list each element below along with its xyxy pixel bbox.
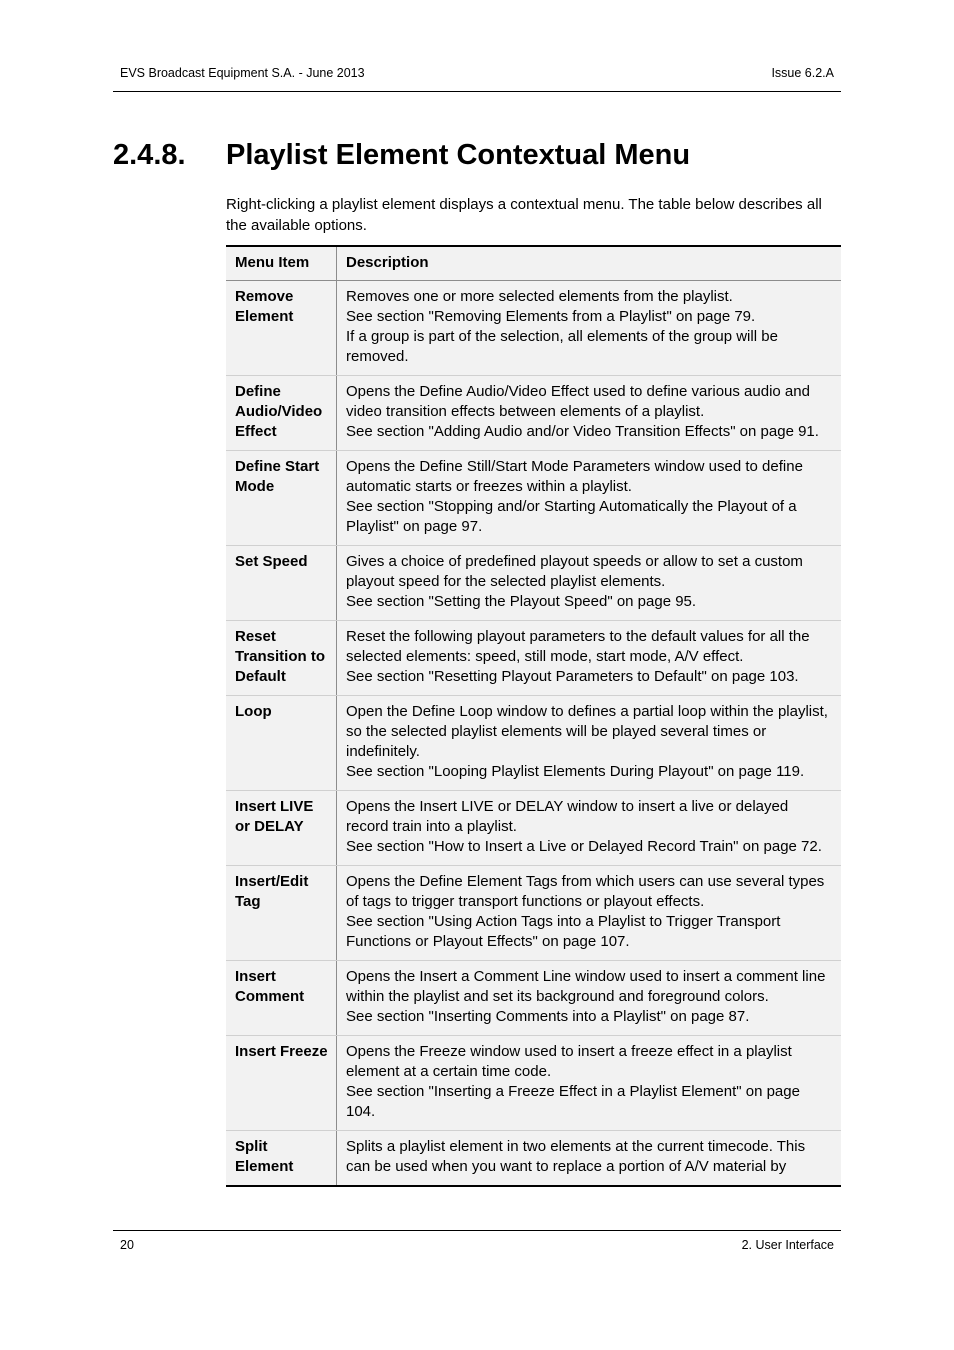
menu-item-description <box>337 1131 842 1187</box>
description-line: See section "Adding Audio and/or Video Transition Effects" on page 91. <box>346 423 819 440</box>
description-line: See section "Inserting Comments into a Playlist" on page 87. <box>346 1008 750 1025</box>
table-row <box>226 866 841 961</box>
menu-item-name: Insert Freeze <box>226 1036 337 1131</box>
menu-item-name: Insert/Edit Tag <box>226 866 337 961</box>
intro-paragraph: Right-clicking a playlist element displays a contextual menu. The table below describes all the available options. <box>226 196 822 234</box>
table-row <box>226 791 841 866</box>
footer-chapter: 2. User Interface <box>741 1238 834 1252</box>
page-header <box>113 63 841 92</box>
description-line: Removes one or more selected elements from the playlist. <box>346 288 733 305</box>
description-line: Splits a playlist element in two elements at the current timecode. This can be used when you want to replace a portion of A/V material by <box>346 1138 806 1175</box>
description-line: See section "Removing Elements from a Playlist" on page 79. <box>346 308 756 325</box>
menu-item-description <box>337 621 842 696</box>
menu-item-name: Set Speed <box>226 546 337 621</box>
menu-item-description <box>337 546 842 621</box>
description-line: Opens the Insert LIVE or DELAY window to insert a live or delayed record train into a playlist. <box>346 798 789 835</box>
description-line: Open the Define Loop window to defines a partial loop within the playlist, so the selected playlist elements will be played several times or indefinitely. <box>346 703 828 760</box>
table-row <box>226 546 841 621</box>
menu-item-description <box>337 696 842 791</box>
description-line: Opens the Freeze window used to insert a freeze effect in a playlist element at a certain time code. <box>346 1043 792 1080</box>
table-header-row <box>226 246 841 281</box>
menu-item-name: Loop <box>226 696 337 791</box>
table-row <box>226 696 841 791</box>
description-line: See section "Stopping and/or Starting Automatically the Playout of a Playlist" on page 97. <box>346 498 797 535</box>
table-row <box>226 281 841 376</box>
description-line: See section "Inserting a Freeze Effect in a Playlist Element" on page 104. <box>346 1083 800 1120</box>
table-row <box>226 1131 841 1187</box>
description-line: Reset the following playout parameters to the default values for all the selected elements: speed, still mode, start mode, A/V effect. <box>346 628 810 665</box>
column-header-menu-item: Menu Item <box>226 246 337 281</box>
section-number: 2.4.8. <box>113 139 186 171</box>
table-row <box>226 376 841 451</box>
table-row <box>226 451 841 546</box>
description-line: See section "Looping Playlist Elements During Playout" on page 119. <box>346 763 805 780</box>
menu-item-description <box>337 281 842 376</box>
description-line: Opens the Define Audio/Video Effect used to define various audio and video transition effects between elements of a playlist. <box>346 383 810 420</box>
menu-item-description <box>337 791 842 866</box>
menu-items-table <box>226 245 841 1187</box>
menu-item-name: Split Element <box>226 1131 337 1187</box>
menu-item-description <box>337 1036 842 1131</box>
description-line: See section "How to Insert a Live or Delayed Record Train" on page 72. <box>346 838 822 855</box>
table-row <box>226 1036 841 1131</box>
description-line: Gives a choice of predefined playout speeds or allow to set a custom playout speed for the selected playlist elements. <box>346 553 803 590</box>
description-line: See section "Setting the Playout Speed" on page 95. <box>346 593 697 610</box>
column-header-description: Description <box>337 246 842 281</box>
table-row <box>226 621 841 696</box>
description-line: Opens the Insert a Comment Line window used to insert a comment line within the playlist and set its background and foreground colors. <box>346 968 826 1005</box>
section-title: Playlist Element Contextual Menu <box>226 139 691 171</box>
menu-item-description <box>337 451 842 546</box>
description-line: See section "Resetting Playout Parameters to Default" on page 103. <box>346 668 799 685</box>
page-footer <box>113 1230 841 1252</box>
header-publisher: EVS Broadcast Equipment S.A. - June 2013 <box>120 66 365 80</box>
menu-item-name: Reset Transition to Default <box>226 621 337 696</box>
page-number: 20 <box>120 1238 134 1252</box>
menu-item-description <box>337 961 842 1036</box>
description-line: If a group is part of the selection, all elements of the group will be removed. <box>346 328 778 365</box>
menu-item-name: Insert Comment <box>226 961 337 1036</box>
description-line: Opens the Define Element Tags from which users can use several types of tags to trigger transport functions or playout effects. <box>346 873 825 910</box>
menu-item-name: Remove Element <box>226 281 337 376</box>
description-line: Opens the Define Still/Start Mode Parameters window used to define automatic starts or freezes within a playlist. <box>346 458 803 495</box>
menu-item-description <box>337 376 842 451</box>
section-heading <box>113 139 690 172</box>
menu-item-name: Define Start Mode <box>226 451 337 546</box>
menu-item-description <box>337 866 842 961</box>
table-row <box>226 961 841 1036</box>
header-issue: Issue 6.2.A <box>771 66 834 80</box>
menu-item-name: Insert LIVE or DELAY <box>226 791 337 866</box>
description-line: See section "Using Action Tags into a Playlist to Trigger Transport Functions or Playout Effects" on page 107. <box>346 913 781 950</box>
menu-item-name: Define Audio/Video Effect <box>226 376 337 451</box>
